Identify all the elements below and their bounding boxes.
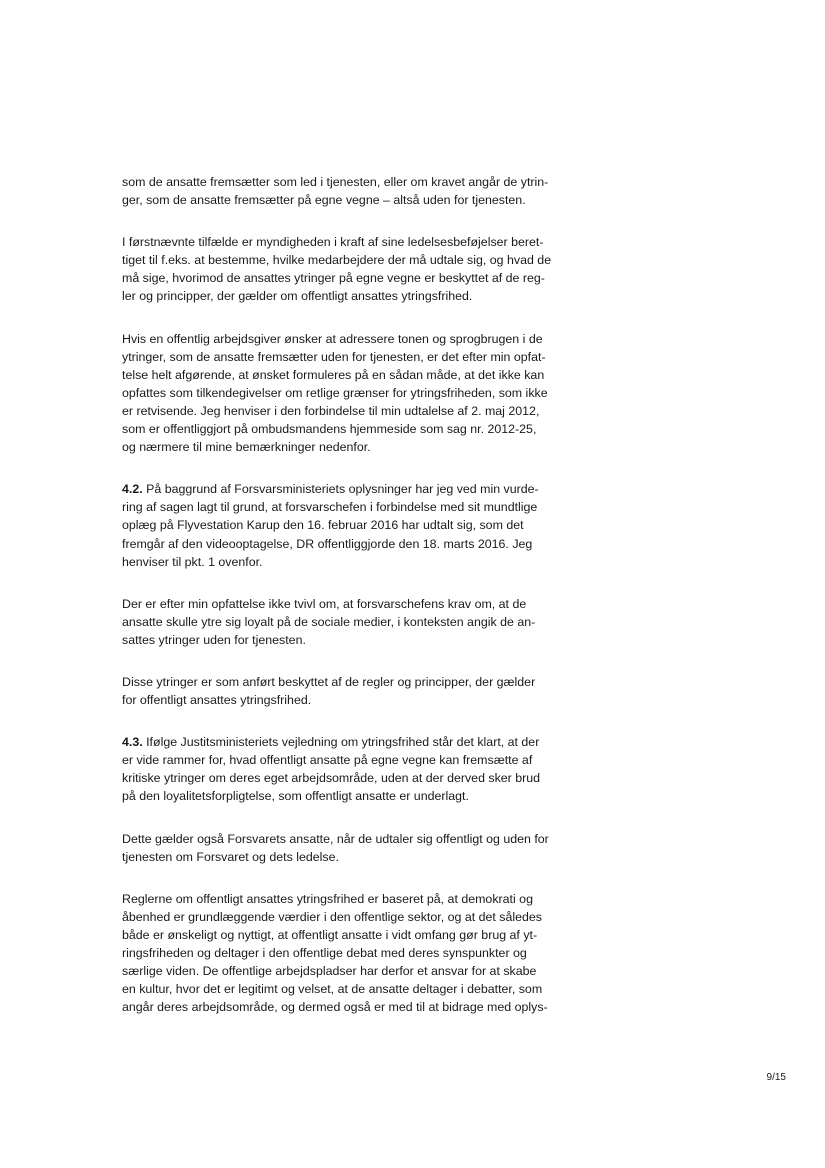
text-line: som de ansatte fremsætter som led i tjenesten, eller om kravet angår de ytrin- <box>122 175 549 189</box>
text-line: både er ønskeligt og nyttigt, at offentligt ansatte i vidt omfang gør brug af yt- <box>122 927 538 942</box>
text-line-rest: På baggrund af Forsvarsministeriets oplysninger har jeg ved min vurde- <box>142 482 539 497</box>
paragraph-section-4-2 <box>122 480 584 570</box>
text-line: I førstnævnte tilfælde er myndigheden i kraft af sine ledelsesbeføjelser beret- <box>122 235 544 250</box>
paragraph <box>122 595 584 649</box>
text-line: kritiske ytringer om deres eget arbejdsområde, uden at der derved sker brud <box>122 771 541 786</box>
text-line: på den loyalitetsforpligtelse, som offentligt ansatte er underlagt. <box>122 789 469 804</box>
text-line: for offentligt ansattes ytringsfrihed. <box>122 693 312 708</box>
text-line-rest: Ifølge Justitsministeriets vejledning om ytringsfrihed står det klart, at der <box>142 735 540 750</box>
paragraph-section-4-3 <box>122 733 584 805</box>
text-line: ansatte skulle ytre sig loyalt på de sociale medier, i konteksten angik de an- <box>122 614 536 629</box>
text-line: en kultur, hvor det er legitimt og velset, at de ansatte deltager i debatter, som <box>122 982 543 997</box>
paragraph <box>122 173 584 209</box>
text-line: ringsfriheden og deltager i den offentlige debat med deres synspunkter og <box>122 946 527 960</box>
text-line: og nærmere til mine bemærkninger nedenfor. <box>122 440 371 455</box>
section-number: 4.3. <box>122 735 143 750</box>
text-line: opfattes som tilkendegivelser om retlige grænser for ytringsfriheden, som ikke <box>122 385 548 400</box>
text-line: ring af sagen lagt til grund, at forsvarschefen i forbindelse med sit mundtlige <box>122 500 538 515</box>
text-line: ger, som de ansatte fremsætter på egne vegne – altså uden for tjenesten. <box>122 193 526 208</box>
text-line: ler og principper, der gælder om offentligt ansattes ytringsfrihed. <box>122 289 473 304</box>
paragraph <box>122 830 584 866</box>
text-line: Der er efter min opfattelse ikke tvivl om, at forsvarschefens krav om, at de <box>122 596 527 611</box>
text-line: Reglerne om offentligt ansattes ytringsfrihed er baseret på, at demokrati og <box>122 891 533 906</box>
text-line: Disse ytringer er som anført beskyttet af de regler og principper, der gælder <box>122 674 536 689</box>
text-line: som er offentliggjort på ombudsmandens hjemmeside som sag nr. 2012-25, <box>122 422 537 437</box>
paragraph <box>122 330 584 457</box>
text-line: angår deres arbejdsområde, og dermed også er med til at bidrage med oplys- <box>122 1000 548 1015</box>
text-line: fremgår af den videooptagelse, DR offentliggjorde den 18. marts 2016. Jeg <box>122 536 533 551</box>
paragraph <box>122 890 584 1017</box>
text-line: sattes ytringer uden for tjenesten. <box>122 632 306 647</box>
text-line <box>122 480 584 498</box>
text-line: er retvisende. Jeg henviser i den forbindelse til min udtalelse af 2. maj 2012, <box>122 403 540 418</box>
text-line: åbenhed er grundlæggende værdier i den offentlige sektor, og at det således <box>122 909 542 924</box>
text-line: henviser til pkt. 1 ovenfor. <box>122 554 263 569</box>
paragraph <box>122 233 584 305</box>
page-body <box>122 173 584 1040</box>
text-line <box>122 733 584 751</box>
text-line: Hvis en offentlig arbejdsgiver ønsker at adressere tonen og sprogbrugen i de <box>122 331 543 346</box>
text-line: telse helt afgørende, at ønsket formuleres på en sådan måde, at det ikke kan <box>122 367 545 382</box>
text-line: ytringer, som de ansatte fremsætter uden for tjenesten, er det efter min opfat- <box>122 349 546 364</box>
text-line: særlige viden. De offentlige arbejdspladser har derfor et ansvar for at skabe <box>122 964 537 979</box>
section-number: 4.2. <box>122 482 143 497</box>
text-line: Dette gælder også Forsvarets ansatte, når de udtaler sig offentligt og uden for <box>122 831 549 846</box>
text-line: tiget til f.eks. at bestemme, hvilke medarbejdere der må udtale sig, og hvad de <box>122 253 552 268</box>
text-line: er vide rammer for, hvad offentligt ansatte på egne vegne kan fremsætte af <box>122 753 533 768</box>
paragraph <box>122 673 584 709</box>
text-line: må sige, hvorimod de ansattes ytringer på egne vegne er beskyttet af de reg- <box>122 271 545 286</box>
text-line: tjenesten om Forsvaret og dets ledelse. <box>122 849 339 864</box>
page-number: 9/15 <box>766 1072 786 1083</box>
text-line: oplæg på Flyvestation Karup den 16. februar 2016 har udtalt sig, som det <box>122 518 524 533</box>
